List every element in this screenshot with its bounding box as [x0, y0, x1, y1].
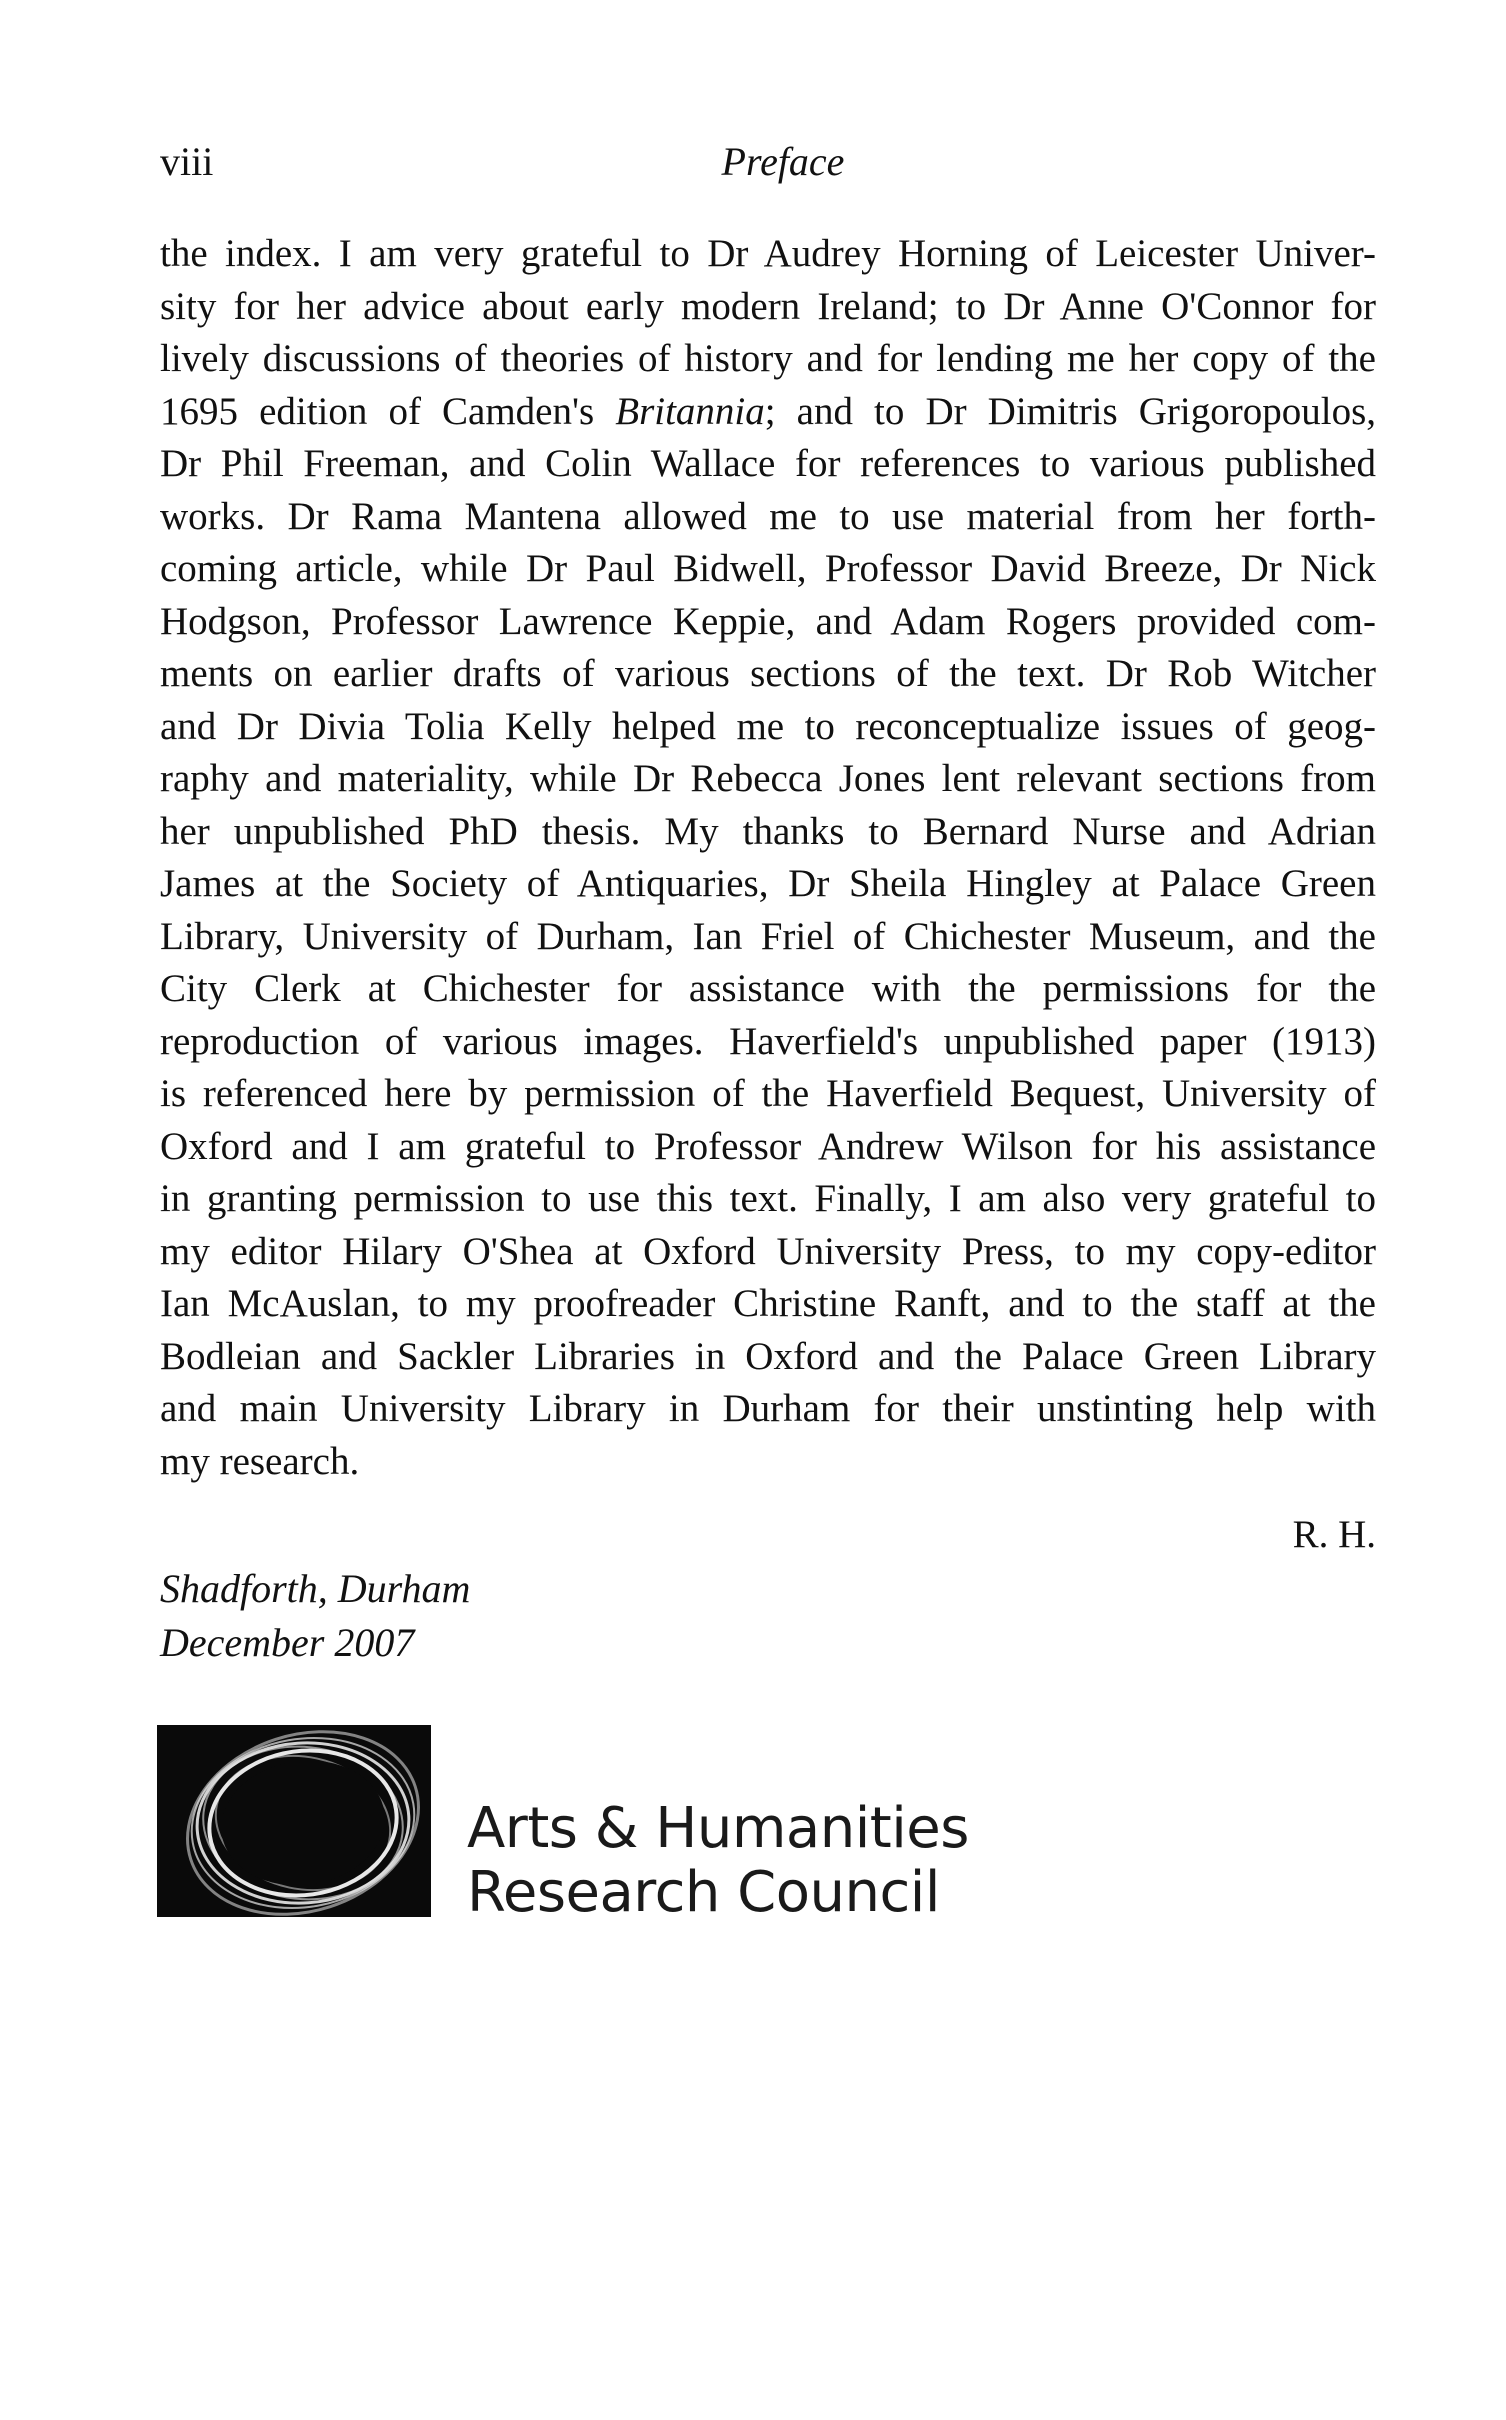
- body-line: coming article, while Dr Paul Bidwell, Professor David Breeze, Dr Nick: [160, 547, 1376, 590]
- body-line: Oxford and I am grateful to Professor Andrew Wilson for his assistance: [160, 1124, 1376, 1168]
- ahrc-logo-text: [467, 1797, 969, 1925]
- body-line-with-title: [160, 386, 1376, 439]
- book-title: Britannia: [615, 389, 765, 433]
- body-line: Dr Phil Freeman, and Colin Wallace for references to various published: [160, 442, 1376, 485]
- body-line: and Dr Divia Tolia Kelly helped me to reconceptualize issues of geog-: [160, 704, 1376, 748]
- body-line: James at the Society of Antiquaries, Dr Sheila Hingley at Palace Green: [160, 862, 1376, 905]
- body-line: works. Dr Rama Mantena allowed me to use material from her forth-: [160, 494, 1376, 538]
- body-line: sity for her advice about early modern Ireland; to Dr Anne O'Connor for: [160, 284, 1376, 328]
- body-line: the index. I am very grateful to Dr Audrey Horning of Leicester Univer-: [160, 232, 1376, 275]
- body-line: Hodgson, Professor Lawrence Keppie, and Adam Rogers provided com-: [160, 599, 1376, 643]
- logo-line-2: Research Council: [467, 1860, 940, 1925]
- body-line: Library, University of Durham, Ian Friel of Chichester Museum, and the: [160, 914, 1376, 958]
- logo-line-1: Arts & Humanities: [467, 1796, 969, 1861]
- page-number: viii: [160, 139, 214, 184]
- body-line: lively discussions of theories of history and for lending me her copy of the: [160, 337, 1376, 380]
- body-line: City Clerk at Chichester for assistance with the permissions for the: [160, 967, 1376, 1010]
- body-line: Ian McAuslan, to my proofreader Christine Ranft, and to the staff at the: [160, 1282, 1376, 1325]
- ahrc-logo: [157, 1725, 987, 1925]
- body-line-end: ; and to Dr Dimitris Grigoropoulos,: [764, 389, 1376, 433]
- running-head: Preface: [721, 139, 845, 184]
- author-initials: R. H.: [1292, 1513, 1376, 1556]
- preface-body: [160, 228, 1376, 1488]
- place: Shadforth, Durham: [160, 1566, 471, 1611]
- body-line: ments on earlier drafts of various sections of the text. Dr Rob Witcher: [160, 652, 1376, 695]
- body-line: raphy and materiality, while Dr Rebecca Jones lent relevant sections from: [160, 757, 1376, 800]
- body-line: in granting permission to use this text. Finally, I am also very grateful to: [160, 1177, 1376, 1220]
- body-line: my editor Hilary O'Shea at Oxford University Press, to my copy-editor: [160, 1229, 1376, 1273]
- body-line: is referenced here by permission of the Haverfield Bequest, University of: [160, 1072, 1376, 1115]
- body-line: Bodleian and Sackler Libraries in Oxford and the Palace Green Library: [160, 1334, 1376, 1378]
- date: December 2007: [160, 1620, 415, 1665]
- body-line: her unpublished PhD thesis. My thanks to Bernard Nurse and Adrian: [160, 809, 1376, 853]
- place-date-block: [160, 1562, 470, 1670]
- body-line: my research.: [160, 1439, 360, 1483]
- body-line-start: 1695 edition of Camden's: [160, 389, 595, 433]
- ahrc-logo-mark-icon: [157, 1725, 431, 1917]
- body-line: reproduction of various images. Haverfield's unpublished paper (1913): [160, 1019, 1376, 1063]
- page-header: [160, 138, 1346, 198]
- body-line: and main University Library in Durham for their unstinting help with: [160, 1387, 1376, 1430]
